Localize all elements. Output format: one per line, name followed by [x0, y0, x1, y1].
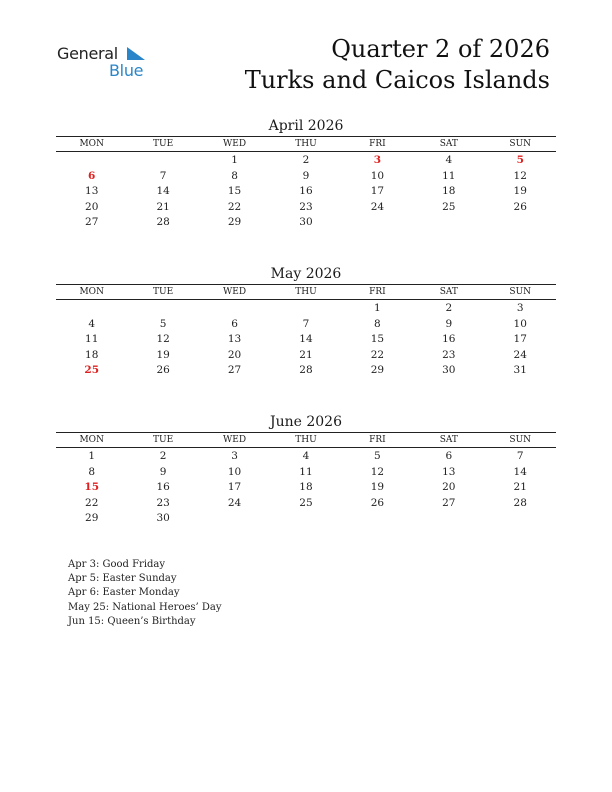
day-cell: 30	[156, 512, 170, 525]
weekday-label: THU	[295, 287, 317, 297]
day-cell: 24	[513, 348, 527, 361]
weekday-label: TUE	[153, 435, 174, 445]
day-cell: 6	[231, 317, 238, 330]
week-row	[56, 363, 556, 379]
weekday-label: MON	[79, 435, 104, 445]
month-april	[56, 116, 556, 231]
weekday-header	[56, 284, 556, 300]
month-title: April 2026	[268, 118, 344, 134]
day-cell: 1	[374, 302, 381, 314]
day-cell: 24	[227, 496, 242, 509]
empty-day-cell	[342, 511, 413, 527]
day-cell: 16	[299, 185, 313, 198]
week-row	[56, 332, 556, 348]
day-cell: 3	[231, 450, 238, 462]
day-cell: 12	[513, 169, 527, 182]
day-cell: 10	[513, 317, 527, 330]
day-cell: 21	[156, 200, 170, 213]
day-cell: 20	[85, 200, 99, 213]
day-cell: 31	[513, 364, 527, 377]
day-cell: 28	[299, 364, 313, 377]
week-row	[56, 348, 556, 364]
empty-day-cell	[199, 511, 270, 527]
generalblue-logo	[57, 44, 157, 84]
day-cell: 15	[370, 333, 385, 346]
day-cell: 24	[370, 200, 385, 213]
day-cell: 1	[231, 154, 238, 166]
holiday-item: May 25: National Heroes’ Day	[68, 601, 222, 613]
day-cell: 18	[85, 348, 99, 361]
day-cell: 10	[370, 169, 385, 182]
day-cell: 6	[445, 450, 453, 462]
day-cell: 30	[299, 216, 313, 229]
logo-text-general: General	[57, 44, 118, 63]
week-row	[56, 317, 556, 333]
day-cell: 13	[85, 185, 99, 198]
week-row	[56, 169, 556, 185]
day-cell: 3	[373, 154, 382, 166]
day-cell: 4	[302, 450, 310, 462]
day-cell: 26	[370, 496, 385, 509]
day-cell: 25	[84, 364, 100, 377]
empty-day-cell	[56, 153, 127, 169]
day-cell: 11	[299, 465, 313, 478]
holiday-item: Apr 3: Good Friday	[68, 559, 166, 570]
day-cell: 22	[85, 496, 99, 509]
day-cell: 26	[156, 364, 170, 377]
weekday-label: SAT	[439, 287, 458, 297]
holiday-list	[68, 558, 222, 629]
weekday-label: WED	[223, 139, 247, 149]
weekday-label: THU	[295, 435, 317, 445]
week-row	[56, 496, 556, 512]
day-cell: 21	[299, 348, 313, 361]
month-grid	[56, 300, 556, 379]
weekday-label: THU	[295, 139, 317, 149]
weekday-header	[56, 136, 556, 152]
weekday-label: FRI	[369, 139, 386, 149]
logo-triangle-icon	[123, 45, 147, 61]
day-cell: 5	[516, 154, 524, 166]
day-cell: 9	[302, 169, 310, 182]
day-cell: 28	[513, 496, 527, 509]
day-cell: 4	[88, 317, 96, 330]
day-cell: 28	[156, 216, 170, 229]
day-cell: 2	[159, 450, 167, 462]
day-cell: 27	[442, 496, 456, 509]
day-cell: 5	[159, 317, 167, 330]
week-row	[56, 200, 556, 216]
day-cell: 17	[227, 481, 242, 494]
empty-day-cell	[413, 215, 484, 231]
weekday-label: MON	[79, 139, 104, 149]
day-cell: 25	[442, 200, 456, 213]
weekday-label: SAT	[439, 435, 458, 445]
day-cell: 18	[299, 481, 313, 494]
day-cell: 8	[374, 317, 381, 330]
day-cell: 23	[442, 348, 456, 361]
day-cell: 3	[516, 302, 524, 314]
month-may	[56, 264, 556, 379]
day-cell: 11	[442, 169, 456, 182]
day-cell: 12	[156, 333, 170, 346]
empty-day-cell	[199, 301, 270, 317]
day-cell: 30	[442, 364, 456, 377]
day-cell: 14	[156, 185, 170, 198]
weekday-label: WED	[223, 435, 247, 445]
day-cell: 14	[513, 465, 527, 478]
day-cell: 25	[299, 496, 313, 509]
day-cell: 29	[370, 364, 385, 377]
title-quarter: Quarter 2 of 2026	[331, 35, 550, 63]
page-title	[245, 34, 550, 96]
week-row	[56, 215, 556, 231]
day-cell: 22	[370, 348, 385, 361]
day-cell: 15	[84, 481, 100, 494]
holiday-item: Apr 5: Easter Sunday	[68, 573, 177, 585]
empty-day-cell	[342, 215, 413, 231]
day-cell: 19	[370, 481, 385, 494]
week-row	[56, 184, 556, 200]
day-cell: 4	[445, 154, 453, 166]
day-cell: 14	[299, 333, 313, 346]
day-cell: 8	[88, 465, 96, 478]
day-cell: 29	[85, 512, 99, 525]
empty-day-cell	[485, 511, 556, 527]
day-cell: 2	[445, 302, 453, 314]
month-title: May 2026	[270, 266, 342, 282]
weekday-label: SUN	[509, 139, 532, 149]
week-row	[56, 465, 556, 481]
empty-day-cell	[270, 511, 341, 527]
day-cell: 7	[516, 450, 524, 462]
weekday-label: SAT	[439, 139, 458, 149]
day-cell: 10	[227, 465, 242, 478]
day-cell: 27	[85, 216, 99, 229]
weekday-label: TUE	[153, 139, 174, 149]
day-cell: 16	[442, 333, 456, 346]
day-cell: 18	[442, 185, 456, 198]
day-cell: 16	[156, 481, 170, 494]
month-grid	[56, 152, 556, 231]
day-cell: 9	[159, 465, 167, 478]
month-june	[56, 412, 556, 527]
day-cell: 27	[227, 364, 242, 377]
title-country: Turks and Caicos Islands	[244, 66, 550, 94]
day-cell: 20	[442, 481, 456, 494]
empty-day-cell	[127, 301, 198, 317]
day-cell: 9	[445, 317, 453, 330]
day-cell: 20	[227, 348, 242, 361]
weekday-label: SUN	[509, 287, 532, 297]
day-cell: 19	[513, 185, 527, 198]
day-cell: 12	[370, 465, 385, 478]
day-cell: 21	[513, 481, 527, 494]
weekday-label: TUE	[153, 287, 174, 297]
day-cell: 11	[85, 333, 99, 346]
weekday-label: MON	[79, 287, 104, 297]
day-cell: 23	[299, 200, 313, 213]
month-grid	[56, 448, 556, 527]
day-cell: 26	[513, 200, 527, 213]
empty-day-cell	[413, 511, 484, 527]
week-row	[56, 449, 556, 465]
empty-day-cell	[270, 301, 341, 317]
weekday-header	[56, 432, 556, 448]
day-cell: 17	[513, 333, 527, 346]
day-cell: 7	[302, 317, 310, 330]
holiday-item: Jun 15: Queen’s Birthday	[68, 615, 196, 627]
week-row	[56, 480, 556, 496]
day-cell: 15	[227, 185, 242, 198]
empty-day-cell	[127, 153, 198, 169]
day-cell: 13	[227, 333, 242, 346]
day-cell: 23	[156, 496, 170, 509]
month-title: June 2026	[269, 414, 342, 430]
day-cell: 19	[156, 348, 170, 361]
holiday-item: Apr 6: Easter Monday	[68, 587, 180, 599]
day-cell: 17	[370, 185, 385, 198]
week-row	[56, 153, 556, 169]
day-cell: 2	[302, 154, 310, 166]
day-cell: 5	[374, 450, 381, 462]
day-cell: 22	[227, 200, 242, 213]
day-cell: 6	[88, 169, 96, 182]
day-cell: 8	[231, 169, 238, 182]
empty-day-cell	[56, 301, 127, 317]
day-cell: 1	[88, 450, 96, 462]
weekday-label: FRI	[369, 287, 386, 297]
week-row	[56, 511, 556, 527]
week-row	[56, 301, 556, 317]
day-cell: 29	[227, 216, 242, 229]
day-cell: 7	[159, 169, 167, 182]
empty-day-cell	[485, 215, 556, 231]
weekday-label: SUN	[509, 435, 532, 445]
weekday-label: WED	[223, 287, 247, 297]
weekday-label: FRI	[369, 435, 386, 445]
day-cell: 13	[442, 465, 456, 478]
logo-text-blue: Blue	[109, 61, 144, 80]
